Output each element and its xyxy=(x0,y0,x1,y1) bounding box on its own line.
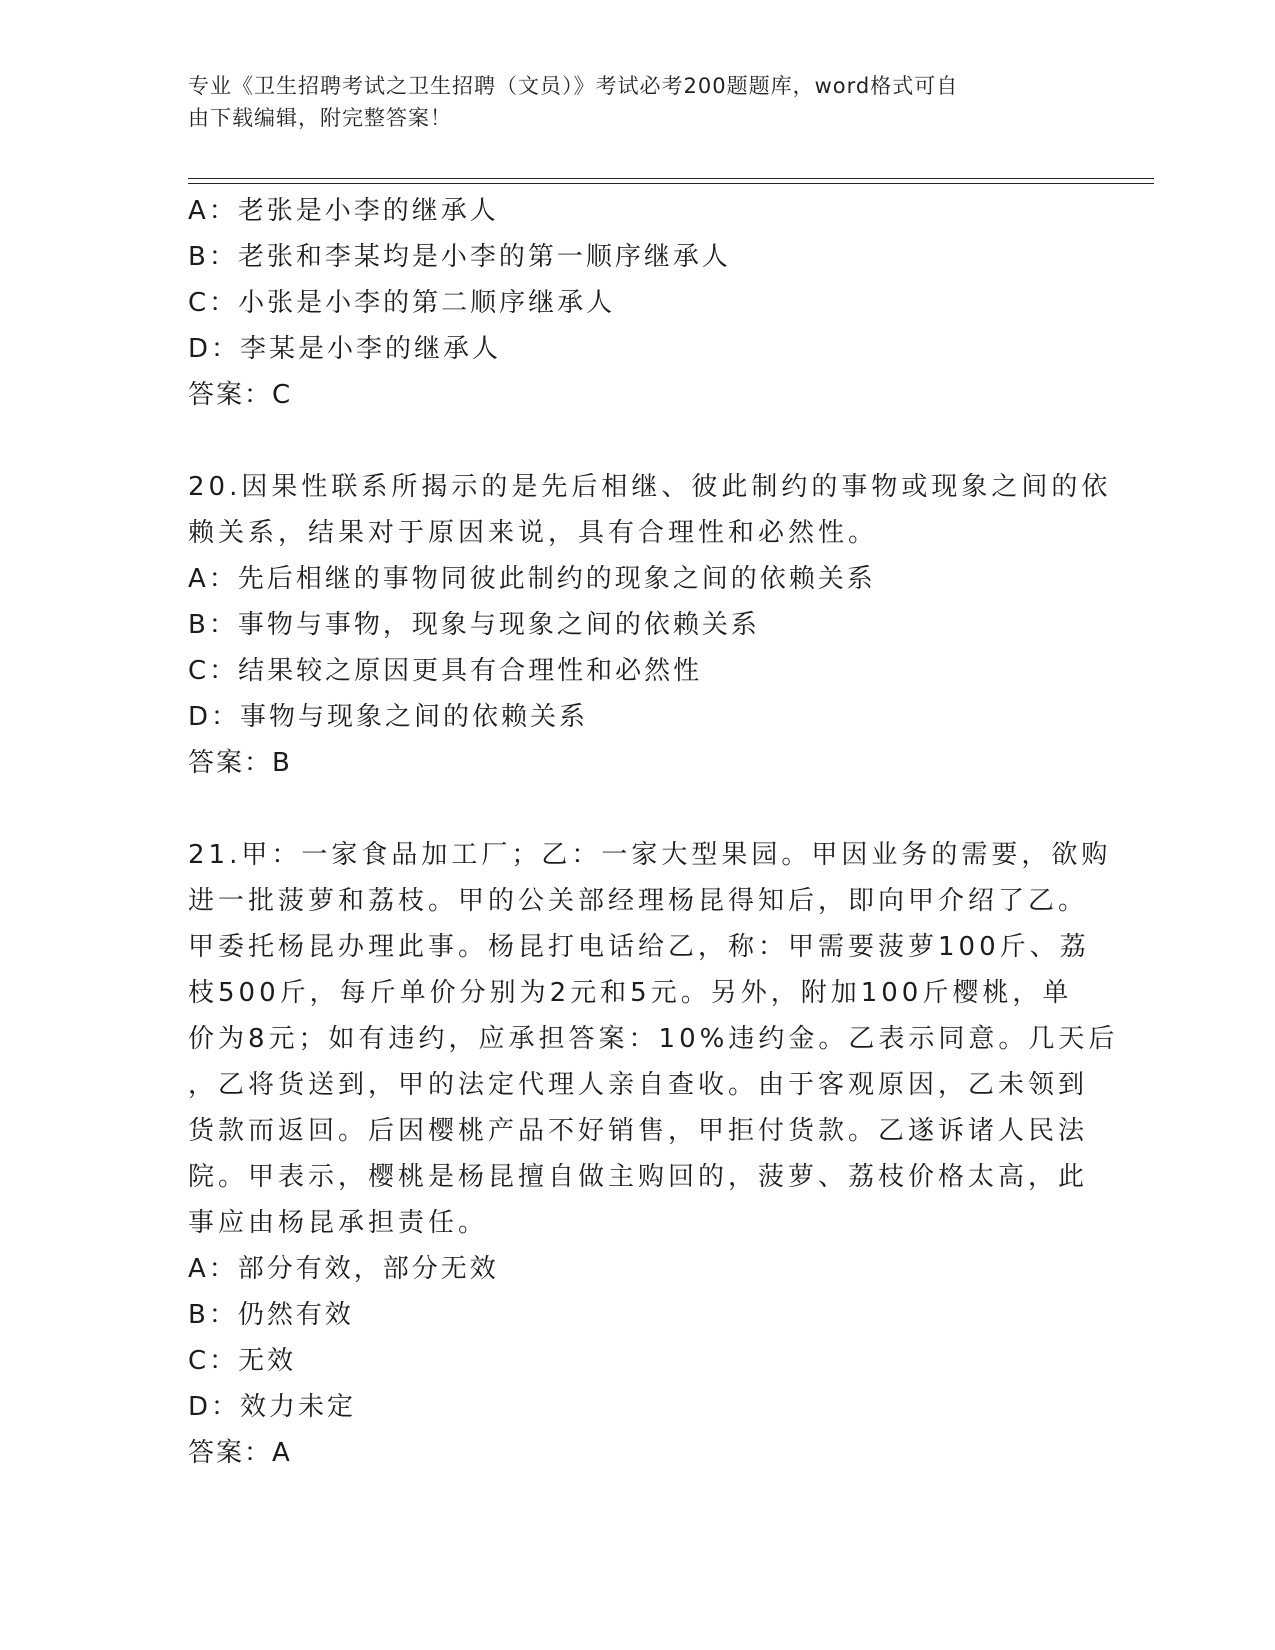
header-divider-top xyxy=(188,178,1154,179)
question-text-line: 甲委托杨昆办理此事。杨昆打电话给乙，称：甲需要菠萝100斤、荔 xyxy=(188,932,1090,962)
answer-line: 答案：C xyxy=(188,380,293,410)
spacer xyxy=(188,418,1088,464)
header-divider-bottom xyxy=(188,183,1154,184)
question-text-line: 21.甲：一家食品加工厂；乙：一家大型果园。甲因业务的需要，欲购 xyxy=(188,840,1112,870)
option-b: B：仍然有效 xyxy=(188,1300,354,1330)
spacer xyxy=(188,786,1088,832)
answer-line: 答案：A xyxy=(188,1438,292,1468)
question-text-line: 货款而返回。后因樱桃产品不好销售，甲拒付货款。乙遂诉诸人民法 xyxy=(188,1116,1089,1146)
question-text-line: 价为8元；如有违约，应承担答案：10%违约金。乙表示同意。几天后 xyxy=(188,1024,1119,1054)
question-text-line: 院。甲表示，樱桃是杨昆擅自做主购回的，菠萝、荔枝价格太高，此 xyxy=(188,1162,1089,1192)
option-d: D：效力未定 xyxy=(188,1392,357,1422)
question-text-line: 20.因果性联系所揭示的是先后相继、彼此制约的事物或现象之间的依 xyxy=(188,472,1112,502)
question-text-line: ，乙将货送到，甲的法定代理人亲自查收。由于客观原因，乙未领到 xyxy=(188,1070,1089,1100)
question-text-line: 进一批菠萝和荔枝。甲的公关部经理杨昆得知后，即向甲介绍了乙。 xyxy=(188,886,1089,916)
document-header xyxy=(188,70,1068,134)
option-b: B：事物与事物，现象与现象之间的依赖关系 xyxy=(188,610,760,640)
option-a: A：先后相继的事物同彼此制约的现象之间的依赖关系 xyxy=(188,564,876,594)
question-text xyxy=(188,832,1119,1246)
option-d: D：李某是小李的继承人 xyxy=(188,334,502,364)
question-text-line: 枝500斤，每斤单价分别为2元和5元。另外，附加100斤樱桃，单 xyxy=(188,978,1073,1008)
option-b: B：老张和李某均是小李的第一顺序继承人 xyxy=(188,242,731,272)
option-c: C：小张是小李的第二顺序继承人 xyxy=(188,288,616,318)
header-line-2: 由下载编辑，附完整答案！ xyxy=(188,106,452,130)
question-21 xyxy=(188,832,1119,1476)
question-text xyxy=(188,464,1112,556)
option-c: C：结果较之原因更具有合理性和必然性 xyxy=(188,656,703,686)
question-text-line: 事应由杨昆承担责任。 xyxy=(188,1208,489,1238)
option-a: A：部分有效，部分无效 xyxy=(188,1254,499,1284)
question-19-continuation xyxy=(188,188,1088,418)
option-d: D：事物与现象之间的依赖关系 xyxy=(188,702,589,732)
option-a: A：老张是小李的继承人 xyxy=(188,196,499,226)
header-line-1: 专业《卫生招聘考试之卫生招聘（文员）》考试必考200题题库，word格式可自 xyxy=(188,74,959,98)
answer-line: 答案：B xyxy=(188,748,292,778)
option-c: C：无效 xyxy=(188,1346,297,1376)
question-20 xyxy=(188,464,1112,786)
question-text-line: 赖关系，结果对于原因来说，具有合理性和必然性。 xyxy=(188,518,879,548)
question-content xyxy=(188,188,1119,1476)
